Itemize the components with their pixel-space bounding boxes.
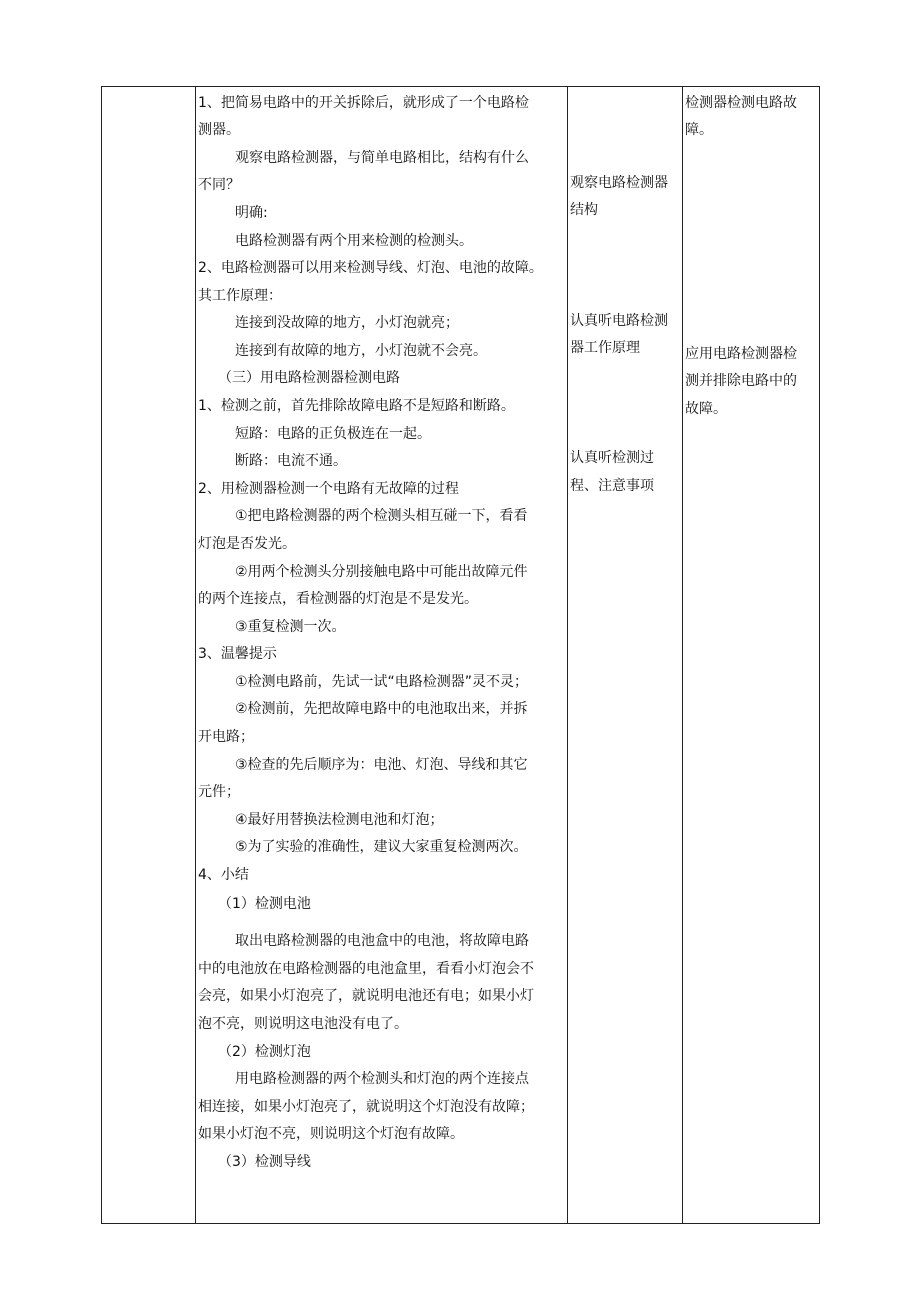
main-text-line: 元件； — [198, 784, 240, 800]
main-text-line: ④最好用替换法检测电池和灯泡； — [235, 812, 444, 828]
design-purpose-column — [685, 87, 819, 1223]
main-text-line: ③重复检测一次。 — [235, 619, 346, 635]
main-text-line: （3）检测导线 — [218, 1154, 311, 1170]
main-text-line: 不同？ — [198, 177, 240, 193]
main-text-line: 灯泡是否发光。 — [198, 536, 296, 552]
main-text-line: （1）检测电池 — [218, 896, 311, 912]
main-text-line: 开电路； — [198, 729, 254, 745]
purpose-text-line: 检测器检测电路故 — [685, 95, 797, 111]
column-divider-3 — [682, 87, 683, 1223]
main-text-line: 连接到没故障的地方，小灯泡就亮； — [235, 315, 459, 331]
purpose-text-line: 应用电路检测器检 — [685, 346, 797, 362]
column-divider-2 — [567, 87, 568, 1223]
main-text-line: 的两个连接点，看检测器的灯泡是不是发光。 — [198, 591, 478, 607]
main-text-line: 3、温馨提示 — [198, 646, 277, 662]
main-text-line: 如果小灯泡不亮，则说明这个灯泡有故障。 — [198, 1126, 464, 1142]
purpose-text-line: 测并排除电路中的 — [685, 373, 797, 389]
main-text-line: 相连接，如果小灯泡亮了，就说明这个灯泡没有故障； — [198, 1099, 534, 1115]
main-text-line: 取出电路检测器的电池盒中的电池，将故障电路 — [235, 933, 529, 949]
purpose-text-line: 故障。 — [685, 401, 727, 417]
main-text-line: ⑤为了实验的准确性，建议大家重复检测两次。 — [235, 839, 528, 855]
main-text-line: 断路：电流不通。 — [235, 453, 347, 469]
main-text-line: 中的电池放在电路检测器的电池盒里，看看小灯泡会不 — [198, 961, 534, 977]
lesson-table — [101, 86, 820, 1224]
student-text-line: 器工作原理 — [570, 340, 640, 356]
student-text-line: 结构 — [570, 202, 598, 218]
main-text-line: 测器。 — [198, 122, 240, 138]
main-text-line: （2）检测灯泡 — [218, 1044, 311, 1060]
main-text-line: 会亮，如果小灯泡亮了，就说明电池还有电；如果小灯 — [198, 988, 534, 1004]
main-text-line: 其工作原理： — [198, 288, 282, 304]
student-text-line: 观察电路检测器 — [570, 175, 668, 191]
student-text-line: 认真听检测过 — [570, 450, 654, 466]
main-text-line: 观察电路检测器，与简单电路相比，结构有什么 — [235, 150, 529, 166]
main-text-line: 1、检测之前，首先排除故障电路不是短路和断路。 — [198, 398, 515, 414]
main-text-line: 用电路检测器的两个检测头和灯泡的两个连接点 — [235, 1071, 529, 1087]
main-text-line: 短路：电路的正负极连在一起。 — [235, 426, 431, 442]
student-text-line: 程、注意事项 — [570, 478, 654, 494]
main-text-line: （三）用电路检测器检测电路 — [218, 370, 400, 386]
main-text-line: ②检测前，先把故障电路中的电池取出来，并拆 — [235, 701, 528, 717]
main-text-line: 2、用检测器检测一个电路有无故障的过程 — [198, 481, 459, 497]
student-activity-column — [570, 87, 680, 1223]
main-text-line: 1、把简易电路中的开关拆除后，就形成了一个电路检 — [198, 95, 529, 111]
teaching-process-column — [198, 87, 564, 1223]
blank-column — [102, 87, 195, 1223]
purpose-text-line: 障。 — [685, 122, 713, 138]
student-text-line: 认真听电路检测 — [570, 313, 668, 329]
main-text-line: 4、小结 — [198, 867, 249, 883]
main-text-line: ①检测电路前，先试一试“电路检测器”灵不灵； — [235, 674, 529, 690]
main-text-line: ②用两个检测头分别接触电路中可能出故障元件 — [235, 564, 528, 580]
main-text-line: ①把电路检测器的两个检测头相互碰一下，看看 — [235, 508, 528, 524]
column-divider-1 — [195, 87, 196, 1223]
main-text-line: 2、电路检测器可以用来检测导线、灯泡、电池的故障。 — [198, 260, 543, 276]
main-text-line: 明确: — [235, 205, 268, 221]
main-text-line: 连接到有故障的地方，小灯泡就不会亮。 — [235, 343, 487, 359]
main-text-line: 电路检测器有两个用来检测的检测头。 — [235, 233, 473, 249]
main-text-line: 泡不亮，则说明这电池没有电了。 — [198, 1016, 408, 1032]
main-text-line: ③检查的先后顺序为：电池、灯泡、导线和其它 — [235, 757, 528, 773]
